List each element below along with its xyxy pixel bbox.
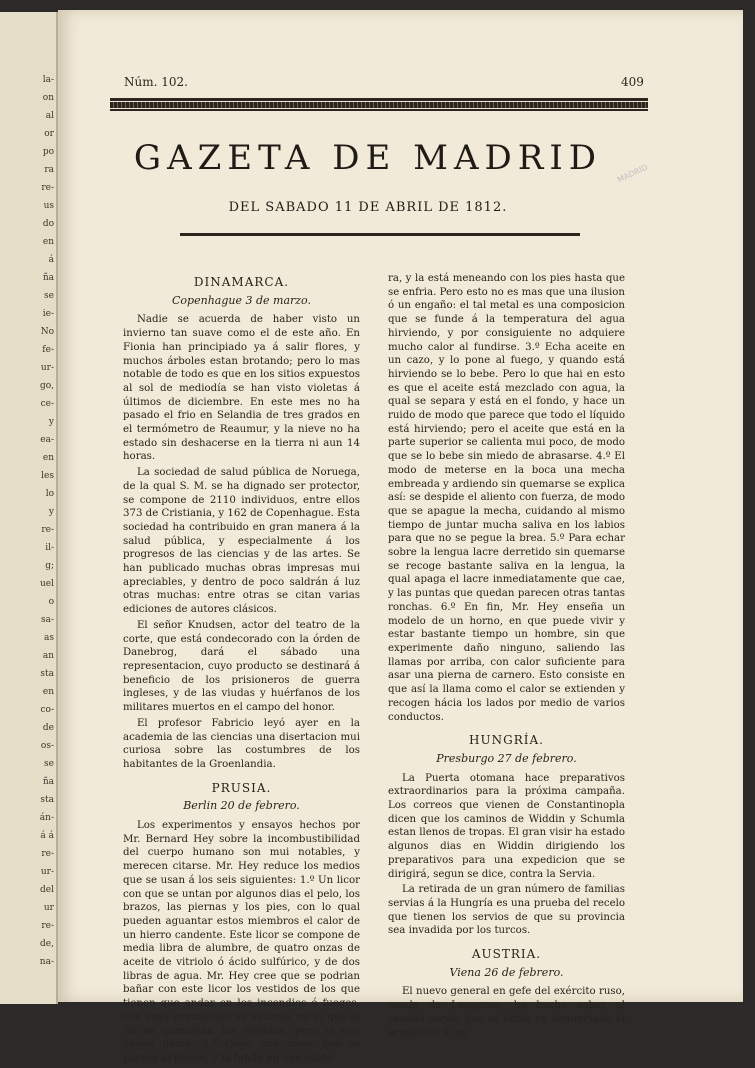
- paragraph: Los experimentos y ensayos hechos por Mr. Bernard Hey sobre la incombustibilidad del cuerpo humano son mui notables, y merecen citarse. Mr. Hey reduce los medios que se usan á los seis siguientes: 1.º Un licor con que se untan por algunos dias el pelo, los brazos, las piernas y los pies, con lo qual pueden aguantar estos miembros el calor de un hierro candente. Este licor se compone de media libra de alumbre, de quatro onzas de aceite de vitriolo ó ácido sulfúrico, y de dos libras de agua. Mr. Hey cree que se podrian bañar con este licor los vestidos de los que tienen que andar en los incendios ó fuegos, con cuya precaucion se evitaria, no el que al fin se quemasen los vestidos, pero sí que hagan llama. 2.º Coge una masa que se parece al plomo, y la funde en una calde-: [123, 820, 360, 1064]
- facing-page-fragment: y: [48, 507, 54, 517]
- facing-page-fragment: na-: [39, 957, 54, 967]
- facing-page-fragment: sta: [40, 669, 54, 679]
- date-rule: [180, 233, 580, 236]
- page-number: 409: [621, 75, 644, 89]
- facing-page-fragment: ur-: [40, 867, 54, 877]
- facing-page-fragment: sa-: [40, 615, 54, 625]
- facing-page-fragment: po: [42, 147, 54, 157]
- facing-page-fragment: o: [48, 597, 54, 607]
- header-rule-hatched: [110, 102, 648, 108]
- dateline: Copenhague 3 de marzo.: [172, 293, 311, 307]
- facing-page-fragment: on: [42, 93, 54, 103]
- facing-page-fragment: se: [44, 291, 54, 301]
- facing-page-fragment: an: [42, 651, 54, 661]
- facing-page-fragment: re-: [41, 525, 54, 535]
- facing-page-fragment: de,: [40, 939, 54, 949]
- paragraph: El señor Knudsen, actor del teatro de la corte, que está condecorado con la órden de Danebrog, dará el sábado una representacion, cuyo producto se destinará á beneficio de los prisioneros de guerra ingleses, y de las viudas y huérfanos de los militares muertos en el campo del honor.: [123, 619, 360, 714]
- paragraph: La Puerta otomana hace preparativos extraordinarios para la próxima campaña. Los correos que vienen de Constantinopla dicen que los caminos de Widdin y Schumla estan llenos de tropas. El gran visir ha estado algunos dias en Widdin dirigiendo los preparativos para una expedicion que se dirigirá, segun se dice, contra la Servia.: [388, 772, 625, 880]
- facing-page-fragment: do: [42, 219, 54, 229]
- facing-page-fragment: us: [43, 201, 54, 211]
- paragraph: ra, y la está meneando con los pies hasta que se enfria. Pero esto no es mas que una ilusion ó un engaño: el tal metal es una composicion que se funde á la temperatura del agua hirviendo, y por consiguiente no adquiere mucho calor al fundirse. 3.º Echa aceite en un cazo, y lo pone al fuego, y quando está hirviendo se lo bebe. Pero lo que hai en esto es que el aceite está mezclado con agua, la qual se separa y está en el fondo, y hace un ruido de modo que parece que todo el líquido está hirviendo; pero el aceite que está en la parte superior se calienta mui poco, de modo que se lo bebe sin miedo de abrasarse. 4.º El modo de meterse en la boca una mecha embreada y ardiendo sin quemarse se explica así: se despide el aliento con fuerza, de modo que se apague la mecha, cuidando al mismo tiempo de juntar mucha saliva en los labios para que no se pegue la brea. 5.º Para echar sobre la lengua lacre derretido sin quemarse se recoge bastante saliva en la lengua, la qual apaga el lacre inmediatamente que cae, y las puntas que quedan parecen otras tantas ronchas. 6.º En fin, Mr. Hey enseña un modelo de un horno, en que puede vivir y estar bastante tiempo un hombre, sin que experimente daño ninguno, saliendo las llamas por arriba, con calor suficiente para asar una pierna de carnero. Esto consiste en que así la llama como el calor se extienden y recogen hácia los lados por medio de varios conductos.: [388, 273, 625, 723]
- header-rule-top: [110, 98, 648, 101]
- facing-page-fragment: de: [42, 723, 54, 733]
- column-right: [388, 272, 625, 1042]
- facing-page-fragment: No: [40, 327, 54, 337]
- newspaper-page: [58, 10, 743, 1064]
- facing-page-fragment: or: [44, 129, 54, 139]
- facing-page-fragment: uel: [39, 579, 54, 589]
- facing-page-fragment: os-: [40, 741, 54, 751]
- facing-page-fragment: ña: [42, 777, 54, 787]
- dateline: Presburgo 27 de febrero.: [436, 751, 577, 765]
- library-stamp: MADRID: [615, 162, 650, 185]
- facing-page-fragment: il-: [45, 543, 54, 553]
- dateline: Viena 26 de febrero.: [449, 965, 564, 979]
- facing-page-fragment: á: [48, 255, 54, 265]
- facing-page-fragment: ur: [43, 903, 54, 913]
- section-title: AUSTRIA.: [471, 947, 542, 962]
- facing-page-fragment: ea-: [40, 435, 54, 445]
- column-left: [123, 272, 360, 1068]
- facing-page-fragment: ra: [44, 165, 54, 175]
- facing-page-fragment: en: [42, 237, 54, 247]
- facing-page-fragment: fe-: [42, 345, 54, 355]
- facing-page-fragment: á á: [40, 831, 54, 841]
- paragraph: Nadie se acuerda de haber visto un invierno tan suave como el de este año. En Fionia han principiado ya á salir flores, y muchos árboles estan brotando; pero lo mas notable de todo es que en los sitios expuestos al sol de mediodía se han visto violetas á últimos de diciembre. En este mes no ha pasado el frio en Selandia de tres grados en el termómetro de Reaumur, y la nieve no ha estado sin deshacerse en la tierra ni aun 14 horas.: [123, 314, 360, 463]
- paragraph: La sociedad de salud pública de Noruega, de la qual S. M. se ha dignado ser protector, se compone de 2110 individuos, entre ellos 373 de Cristiania, y 162 de Copenhague. Esta sociedad ha contribuido en gran manera á la salud pública, y especialmente á los progresos de las ciencias y de las artes. Se han publicado muchas obras impresas mui apreciables, y dentro de poco saldrán á luz otras muchas: entre otras se citan varias ediciones de autores clásicos.: [123, 467, 360, 616]
- facing-page-fragment: al: [45, 111, 54, 121]
- facing-page-fragment: en: [42, 687, 54, 697]
- dateline: Berlin 20 de febrero.: [183, 799, 300, 813]
- facing-page-fragment: re-: [41, 849, 54, 859]
- paragraph: El nuevo general en gefe del exército ruso, conde de Langeron, ha hecho saber al senado servio que se habia ya denunciado el armisticio á los: [388, 986, 625, 1039]
- paragraph: La retirada de un gran número de familias servias á la Hungría es una prueba del recelo que tienen los servios de que su provincia sea invadida por los turcos.: [388, 884, 625, 937]
- issue-date: DEL SABADO 11 DE ABRIL DE 1812.: [228, 200, 508, 215]
- masthead-title: GAZETA DE MADRID: [133, 138, 603, 178]
- facing-page-fragment: les: [41, 471, 54, 481]
- facing-page-fragment: án-: [39, 813, 54, 823]
- facing-page-edge: [0, 12, 58, 1004]
- facing-page-fragment: g;: [45, 561, 54, 571]
- facing-page-fragment: ie-: [42, 309, 54, 319]
- facing-page-fragment: re-: [41, 921, 54, 931]
- facing-page-fragment: lo: [45, 489, 54, 499]
- facing-page-fragment: y: [48, 417, 54, 427]
- paragraph: El profesor Fabricio leyó ayer en la academia de las ciencias una disertacion mui curiosa sobre las costumbres de los habitantes de la Groenlandia.: [123, 717, 360, 770]
- section-title: HUNGRÍA.: [469, 733, 544, 748]
- facing-page-fragment: la-: [42, 75, 54, 85]
- facing-page-fragment: se: [44, 759, 54, 769]
- header-rule-bottom: [110, 109, 648, 111]
- facing-page-fragment: ur-: [40, 363, 54, 373]
- facing-page-fragment: del: [40, 885, 54, 895]
- issue-number: Núm. 102.: [124, 75, 188, 89]
- facing-page-fragment: sta: [40, 795, 54, 805]
- section-title: PRUSIA.: [211, 780, 272, 795]
- facing-page-fragment: en: [42, 453, 54, 463]
- facing-page-fragment: re-: [41, 183, 54, 193]
- facing-page-fragment: go,: [39, 381, 54, 391]
- facing-page-fragment: co-: [40, 705, 54, 715]
- facing-page-fragment: ce-: [40, 399, 54, 409]
- facing-page-fragment: ña: [42, 273, 54, 283]
- facing-page-fragment: as: [44, 633, 54, 643]
- section-title: DINAMARCA.: [193, 275, 290, 289]
